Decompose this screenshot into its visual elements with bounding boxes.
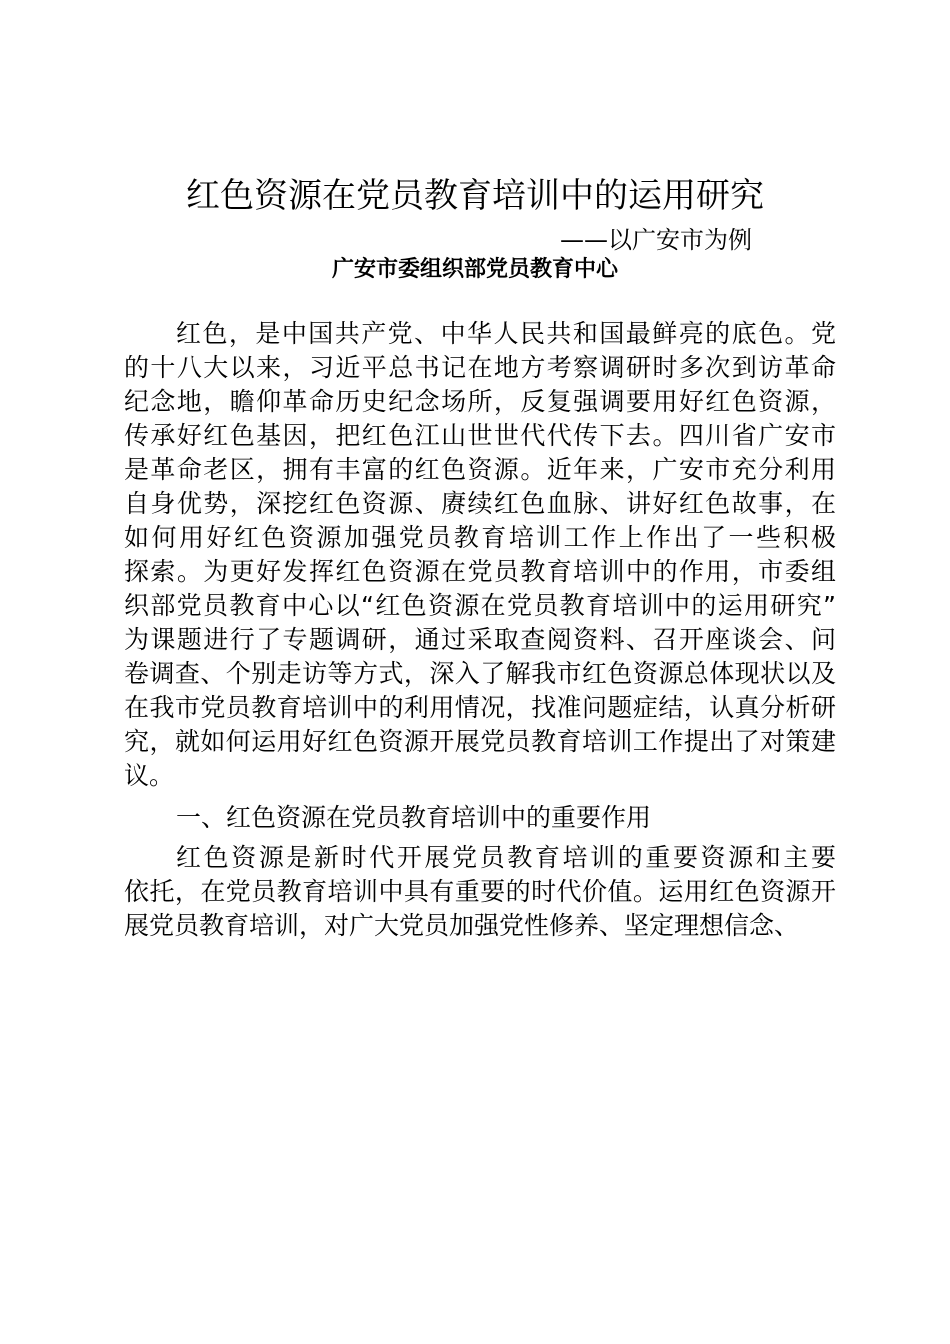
document-title: 红色资源在党员教育培训中的运用研究 <box>186 176 764 216</box>
paragraph-line: 究，就如何运用好红色资源开展党员教育培训工作提出了对策建 <box>124 727 836 756</box>
paragraph-line: 议。 <box>124 761 175 790</box>
paragraph-line: 为课题进行了专题调研，通过采取查阅资料、召开座谈会、问 <box>124 625 836 654</box>
paragraph-line: 如何用好红色资源加强党员教育培训工作上作出了一些积极 <box>124 523 836 552</box>
paragraph-line: 传承好红色基因，把红色江山世世代代传下去。四川省广安市 <box>124 421 836 450</box>
document-body <box>124 317 836 943</box>
paragraph-line: 红色，是中国共产党、中华人民共和国最鲜亮的底色。党 <box>176 319 836 348</box>
paragraph-line: 在我市党员教育培训中的利用情况，找准问题症结，认真分析研 <box>124 693 836 722</box>
paragraph-line: 展党员教育培训，对广大党员加强党性修养、坚定理想信念、 <box>124 911 800 940</box>
paragraph-line: 是革命老区，拥有丰富的红色资源。近年来，广安市充分利用 <box>124 455 836 484</box>
section-paragraph <box>124 841 836 943</box>
paragraph-line: 红色资源是新时代开展党员教育培训的重要资源和主要 <box>176 843 836 872</box>
document-author: 广安市委组织部党员教育中心 <box>331 257 618 282</box>
paragraph-line: 自身优势，深挖红色资源、赓续红色血脉、讲好红色故事，在 <box>124 489 836 518</box>
paragraph-line: 纪念地，瞻仰革命历史纪念场所，反复强调要用好红色资源， <box>124 387 836 416</box>
paragraph-line: 织部党员教育中心以“红色资源在党员教育培训中的运用研究” <box>124 591 836 620</box>
document-subtitle: ——以广安市为例 <box>560 226 752 254</box>
paragraph-line: 卷调查、个别走访等方式，深入了解我市红色资源总体现状以及 <box>124 659 836 688</box>
paragraph-line: 依托，在党员教育培训中具有重要的时代价值。运用红色资源开 <box>124 877 836 906</box>
paragraph-line: 探索。为更好发挥红色资源在党员教育培训中的作用，市委组 <box>124 557 836 586</box>
section-heading: 一、红色资源在党员教育培训中的重要作用 <box>176 803 652 832</box>
paragraph-line: 的十八大以来，习近平总书记在地方考察调研时多次到访革命 <box>124 353 836 382</box>
intro-paragraph <box>124 317 836 793</box>
